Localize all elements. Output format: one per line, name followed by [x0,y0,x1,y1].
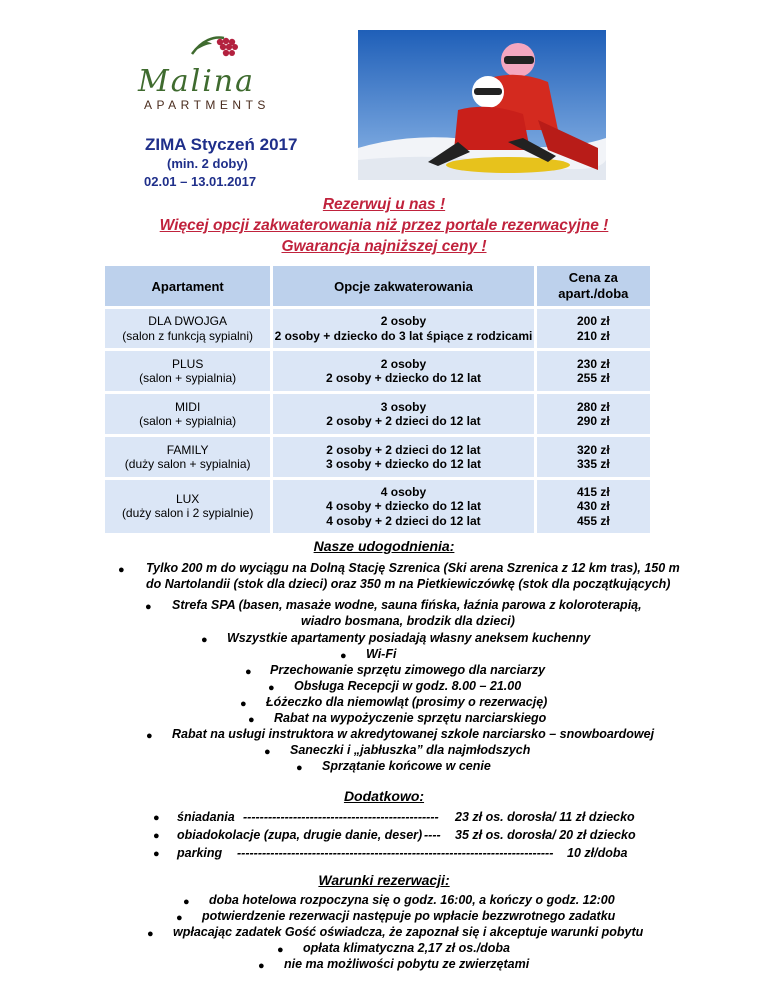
option-line: 2 osoby + 2 dzieci do 12 lat [326,442,481,457]
extra-price: 23 zł os. dorosła/ 11 zł dziecko [455,810,635,824]
apartment-desc: (duży salon + sypialnia) [124,457,251,471]
bullet-icon: ● [118,564,125,576]
apartment-desc: (salon + sypialnia) [139,371,237,385]
apartment-cell [105,393,272,436]
amenities-heading: Nasze udogodnienia: [313,538,455,554]
price-value: 255 zł [576,371,610,385]
option-line: 2 osoby [380,314,427,328]
amenity-line: Tylko 200 m do wyciągu na Dolną Stację Szrenica (Ski arena Szrenica z 12 km tras), 150 m [146,561,680,575]
amenity-line: Wi-Fi [366,647,397,661]
apartment-desc: (salon z funkcją sypialni) [122,328,254,343]
amenity-line: Sprzątanie końcowe w cenie [322,759,491,773]
extra-dashes: ---- [424,828,441,842]
condition-line: potwierdzenie rezerwacji następuje po wpłacie bezzwrotnego zadatku [202,909,616,923]
logo-subtitle: APARTMENTS [144,98,270,112]
price-value: 415 zł [576,484,610,499]
extra-name: śniadania [177,810,235,824]
extra-dashes: ----------------------------------------------- [243,810,439,824]
bullet-icon: ● [153,830,160,842]
promo-line-3: Gwarancja najniższej ceny ! [281,238,487,255]
apartment-cell [105,350,272,393]
price-value: 200 zł [576,314,610,328]
raspberry-icon [190,32,240,62]
bullet-icon: ● [240,698,247,710]
price-value: 455 zł [576,513,610,528]
bullet-icon: ● [147,928,154,940]
children-sled-image [358,30,606,180]
bullet-icon: ● [146,730,153,742]
condition-line: wpłacając zadatek Gość oświadcza, że zapoznał się i akceptuje warunki pobytu [173,925,644,939]
table-row [105,308,650,350]
price-value: 430 zł [576,499,610,513]
option-line: 4 osoby + 2 dzieci do 12 lat [326,513,481,528]
season-date-range: 02.01 – 13.01.2017 [144,174,257,189]
bullet-icon: ● [296,762,303,774]
table-header-row [105,266,650,308]
option-line: 2 osoby + dziecko do 3 lat śpiące z rodzicami [274,328,533,343]
logo [130,30,280,110]
bullet-icon: ● [245,666,252,678]
logo-wordmark: Malina [138,64,255,99]
bullet-icon: ● [176,912,183,924]
price-table [105,266,650,533]
condition-line: doba hotelowa rozpoczyna się o godz. 16:00, a kończy o godz. 12:00 [209,893,615,907]
season-min-stay: (min. 2 doby) [167,156,248,171]
amenity-line: Saneczki i „jabłuszka” dla najmłodszych [290,743,531,757]
amenity-line: Łóżeczko dla niemowląt (prosimy o rezerwację) [266,695,548,709]
apartment-desc: (duży salon i 2 sypialnie) [121,506,254,521]
bullet-icon: ● [153,848,160,860]
extra-name: parking [177,846,223,860]
amenity-line: Obsługa Recepcji w godz. 8.00 – 21.00 [294,679,522,693]
options-cell [272,350,535,393]
amenity-line: wiadro bosmana, brodzik dla dzieci) [301,614,515,628]
table-row [105,436,650,479]
bullet-icon: ● [277,944,284,956]
promo-line-2: Więcej opcji zakwaterowania niż przez portale rezerwacyjne ! [159,217,609,234]
option-line: 4 osoby [380,484,427,499]
amenity-line: Przechowanie sprzętu zimowego dla narciarzy [270,663,546,677]
bullet-icon: ● [183,896,190,908]
bullet-icon: ● [201,634,208,646]
header-price-label: Cena za apart./doba [558,270,629,301]
apartment-desc: (salon + sypialnia) [139,414,237,428]
price-cell [535,436,650,479]
promo-line-1: Rezerwuj u nas ! [322,196,446,213]
bullet-icon: ● [145,601,152,613]
extra-price: 35 zł os. dorosła/ 20 zł dziecko [455,828,636,842]
extra-price: 10 zł/doba [567,846,628,860]
price-value: 335 zł [576,457,610,471]
bullet-icon: ● [268,682,275,694]
apartment-name: FAMILY [166,442,209,457]
header-price [535,266,650,308]
table-row [105,350,650,393]
options-cell [272,479,535,533]
price-cell [535,393,650,436]
option-line: 2 osoby [380,356,427,371]
apartment-cell [105,308,272,350]
apartment-cell [105,479,272,533]
option-line: 2 osoby + 2 dzieci do 12 lat [326,414,481,428]
header-apartment: Apartament [105,266,272,308]
bullet-icon: ● [340,650,347,662]
price-value: 210 zł [576,328,610,343]
apartment-name: PLUS [171,356,204,371]
conditions-heading: Warunki rezerwacji: [318,872,450,888]
bullet-icon: ● [264,746,271,758]
options-cell [272,436,535,479]
extras-heading: Dodatkowo: [343,788,425,804]
amenity-line: do Nartolandii (stok dla dzieci) oraz 350 m na Pietkiewiczówkę (stok dla początkujących) [146,577,671,591]
apartment-cell [105,436,272,479]
season-title: ZIMA Styczeń 2017 [145,135,298,154]
condition-line: nie ma możliwości pobytu ze zwierzętami [284,957,530,971]
extra-name: obiadokolacje (zupa, drugie danie, deser) [177,828,423,842]
option-line: 3 osoby [380,399,427,414]
bullet-icon: ● [153,812,160,824]
amenity-line: Rabat na wypożyczenie sprzętu narciarskiego [274,711,547,725]
option-line: 2 osoby + dziecko do 12 lat [325,371,482,385]
price-value: 230 zł [576,356,610,371]
price-value: 290 zł [576,414,610,428]
price-value: 320 zł [576,442,610,457]
options-cell [272,393,535,436]
price-value: 280 zł [576,399,610,414]
amenity-line: Strefa SPA (basen, masaże wodne, sauna fińska, łaźnia parowa z koloroterapią, [172,598,642,612]
apartment-name: LUX [175,491,200,506]
table-row [105,479,650,533]
apartment-name: DLA DWOJGA [148,314,227,328]
options-cell [272,308,535,350]
price-cell [535,308,650,350]
option-line: 3 osoby + dziecko do 12 lat [325,457,482,471]
amenity-line: Rabat na usługi instruktora w akredytowanej szkole narciarsko – snowboardowej [172,727,655,741]
price-cell [535,479,650,533]
price-cell [535,350,650,393]
header-options: Opcje zakwaterowania [272,266,535,308]
bullet-icon: ● [258,960,265,972]
hero-photo [358,30,606,180]
extra-dashes: ---------------------------------------------------------------------------- [237,846,554,860]
condition-line: opłata klimatyczna 2,17 zł os./doba [303,941,511,955]
option-line: 4 osoby + dziecko do 12 lat [325,499,482,513]
amenity-line: Wszystkie apartamenty posiadają własny aneksem kuchenny [227,631,591,645]
apartment-name: MIDI [174,399,201,414]
table-row [105,393,650,436]
bullet-icon: ● [248,714,255,726]
